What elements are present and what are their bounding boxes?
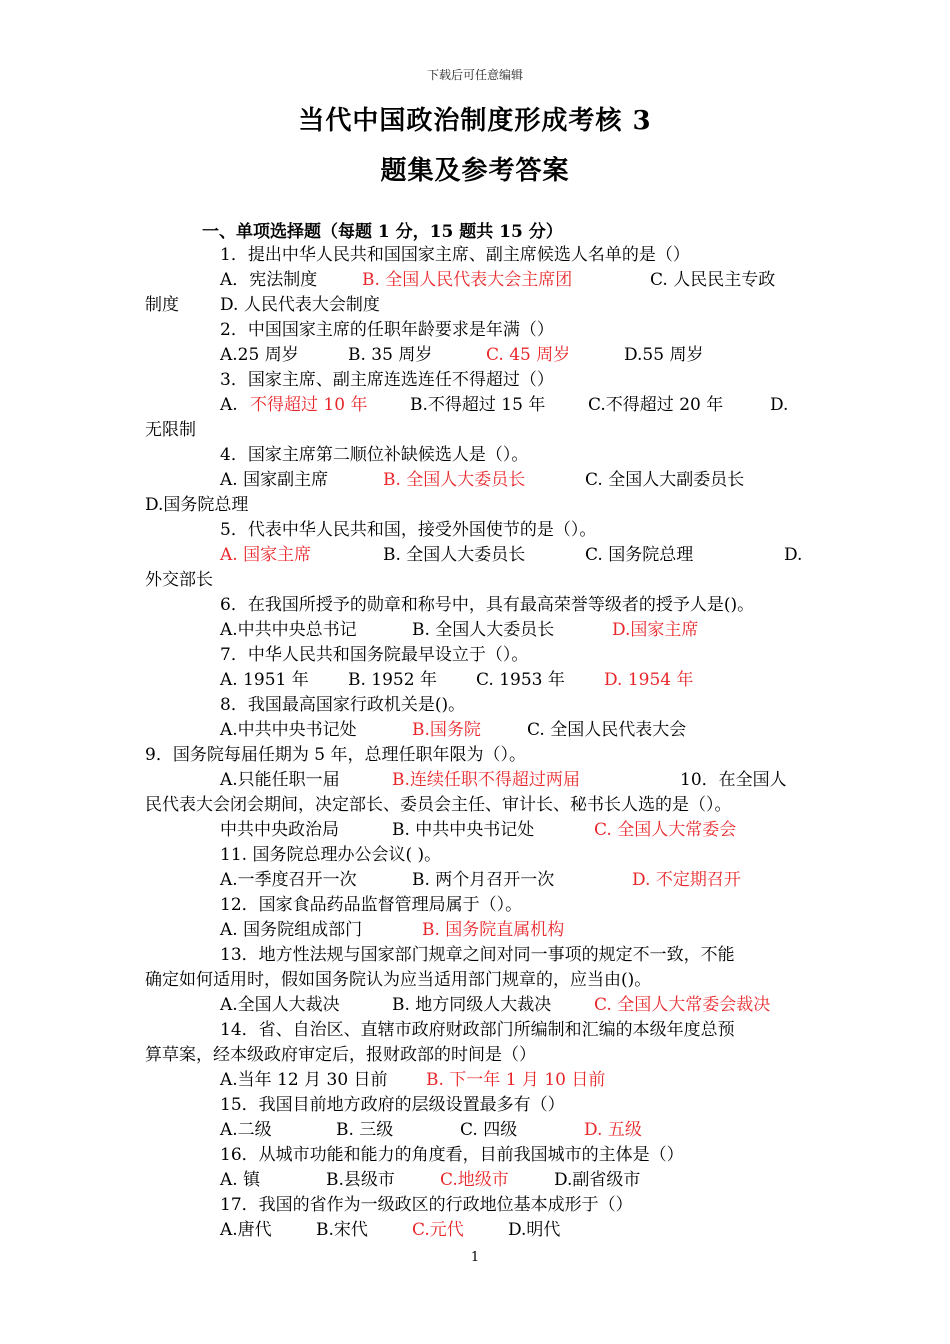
question-text: 民代表大会闭会期间，决定部长、委员会主任、审计长、秘书长人选的是（）。 xyxy=(145,795,732,815)
question-text: A.一季度召开一次 xyxy=(220,870,357,890)
question-text: A.只能任职一届 xyxy=(220,770,340,790)
question-text: 5．代表中华人民共和国，接受外国使节的是（）。 xyxy=(220,520,597,540)
option-text: B. 1952 年 xyxy=(348,670,437,690)
option-text: B.不得超过 15 年 xyxy=(410,395,546,415)
answer-option: C.元代 xyxy=(412,1220,464,1240)
question-text: 外交部长 xyxy=(145,570,213,590)
answer-option: D. 1954 年 xyxy=(604,670,694,690)
question-text: A. 镇 xyxy=(220,1170,261,1190)
answer-option: 不得超过 10 年 xyxy=(250,395,368,415)
answer-option: B.连续任职不得超过两届 xyxy=(392,770,580,790)
question-text: A. 国务院组成部门 xyxy=(220,920,363,940)
option-text: D.明代 xyxy=(508,1220,561,1240)
option-text: B. 全国人大委员长 xyxy=(412,620,555,640)
question-text: 确定如何适用时，假如国务院认为应当适用部门规章的，应当由()。 xyxy=(145,970,652,990)
option-text: C. 1953 年 xyxy=(476,670,565,690)
question-text: 14．省、自治区、直辖市政府财政部门所编制和汇编的本级年度总预 xyxy=(220,1020,735,1040)
question-text: A.当年 12 月 30 日前 xyxy=(220,1070,388,1090)
question-text: 7．中华人民共和国务院最早设立于（）。 xyxy=(220,645,529,665)
option-text: B.宋代 xyxy=(316,1220,368,1240)
question-text: 6．在我国所授予的勋章和称号中，具有最高荣誉等级者的授予人是()。 xyxy=(220,595,755,615)
question-text: 3．国家主席、副主席连选连任不得超过（） xyxy=(220,370,554,390)
question-text: 9．国务院每届任期为 5 年，总理任职年限为（）。 xyxy=(145,745,526,765)
answer-option: C. 全国人大常委会 xyxy=(594,820,737,840)
document-subtitle: 题集及参考答案 xyxy=(380,156,570,186)
question-text: A.二级 xyxy=(220,1120,272,1140)
question-text: 中共中央政治局 xyxy=(220,820,339,840)
section-heading: 一、单项选择题（每题 1 分，15 题共 15 分） xyxy=(202,222,563,242)
question-text: A.唐代 xyxy=(220,1220,272,1240)
option-text: B. 35 周岁 xyxy=(348,345,433,365)
question-text: D.国务院总理 xyxy=(145,495,249,515)
question-text: 17．我国的省作为一级政区的行政地位基本成形于（） xyxy=(220,1195,633,1215)
option-text: D.55 周岁 xyxy=(624,345,704,365)
answer-option: C. 45 周岁 xyxy=(486,345,571,365)
page-header: 下载后可任意编辑 xyxy=(426,68,523,82)
option-text: C. 人民民主专政 xyxy=(650,270,776,290)
answer-option: D.国家主席 xyxy=(612,620,699,640)
option-text: C. 四级 xyxy=(460,1120,518,1140)
question-text: 15．我国目前地方政府的层级设置最多有（） xyxy=(220,1095,565,1115)
answer-option: A. 国家主席 xyxy=(220,545,312,565)
question-text: A．宪法制度 xyxy=(220,270,318,290)
document-title: 当代中国政治制度形成考核 3 xyxy=(298,106,652,136)
question-text: 无限制 xyxy=(145,420,196,440)
option-text: B. 三级 xyxy=(336,1120,394,1140)
answer-option: C. 全国人大常委会裁决 xyxy=(594,995,771,1015)
answer-option: B. 国务院直属机构 xyxy=(422,920,565,940)
question-text: A. 1951 年 xyxy=(220,670,309,690)
question-text: 8．我国最高国家行政机关是()。 xyxy=(220,695,466,715)
option-text: C. 全国人民代表大会 xyxy=(527,720,687,740)
question-text: A.全国人大裁决 xyxy=(220,995,340,1015)
question-text: 2．中国国家主席的任职年龄要求是年满（） xyxy=(220,320,554,340)
answer-option: B. 全国人大委员长 xyxy=(383,470,526,490)
answer-option: D. 不定期召开 xyxy=(632,870,741,890)
question-text: 1．提出中华人民共和国国家主席、副主席候选人名单的是（） xyxy=(220,245,690,265)
answer-option: B. 全国人民代表大会主席团 xyxy=(362,270,573,290)
option-text: B.县级市 xyxy=(326,1170,395,1190)
option-text: B. 中共中央书记处 xyxy=(392,820,535,840)
question-text: 11. 国务院总理办公会议( )。 xyxy=(220,845,442,865)
option-text: D. 人民代表大会制度 xyxy=(220,295,380,315)
question-text: 制度 xyxy=(145,295,179,315)
option-text: C. 全国人大副委员长 xyxy=(585,470,745,490)
answer-option: B.国务院 xyxy=(412,720,481,740)
option-text: D.副省级市 xyxy=(554,1170,641,1190)
question-text: A.中共中央总书记 xyxy=(220,620,357,640)
question-text: 13．地方性法规与国家部门规章之间对同一事项的规定不一致，不能 xyxy=(220,945,735,965)
question-text: 16．从城市功能和能力的角度看，目前我国城市的主体是（） xyxy=(220,1145,684,1165)
question-text: 12．国家食品药品监督管理局属于（）。 xyxy=(220,895,523,915)
option-text: D. xyxy=(770,395,789,415)
option-text: C. 国务院总理 xyxy=(585,545,694,565)
question-text: A. 国家副主席 xyxy=(220,470,329,490)
question-text: A. xyxy=(220,395,238,415)
question-text: 算草案，经本级政府审定后，报财政部的时间是（） xyxy=(145,1045,536,1065)
question-text: A.25 周岁 xyxy=(220,345,299,365)
answer-option: B. 下一年 1 月 10 日前 xyxy=(426,1070,606,1090)
question-text: 4．国家主席第二顺位补缺候选人是（）。 xyxy=(220,445,529,465)
option-text: B. 两个月召开一次 xyxy=(412,870,555,890)
option-text: C.不得超过 20 年 xyxy=(588,395,724,415)
option-text: B. 地方同级人大裁决 xyxy=(392,995,552,1015)
option-text: 10．在全国人 xyxy=(680,770,787,790)
question-text: A.中共中央书记处 xyxy=(220,720,357,740)
option-text: D. xyxy=(784,545,803,565)
answer-option: D. 五级 xyxy=(584,1120,642,1140)
answer-option: C.地级市 xyxy=(440,1170,509,1190)
option-text: B. 全国人大委员长 xyxy=(383,545,526,565)
page-number: 1 xyxy=(470,1250,480,1265)
